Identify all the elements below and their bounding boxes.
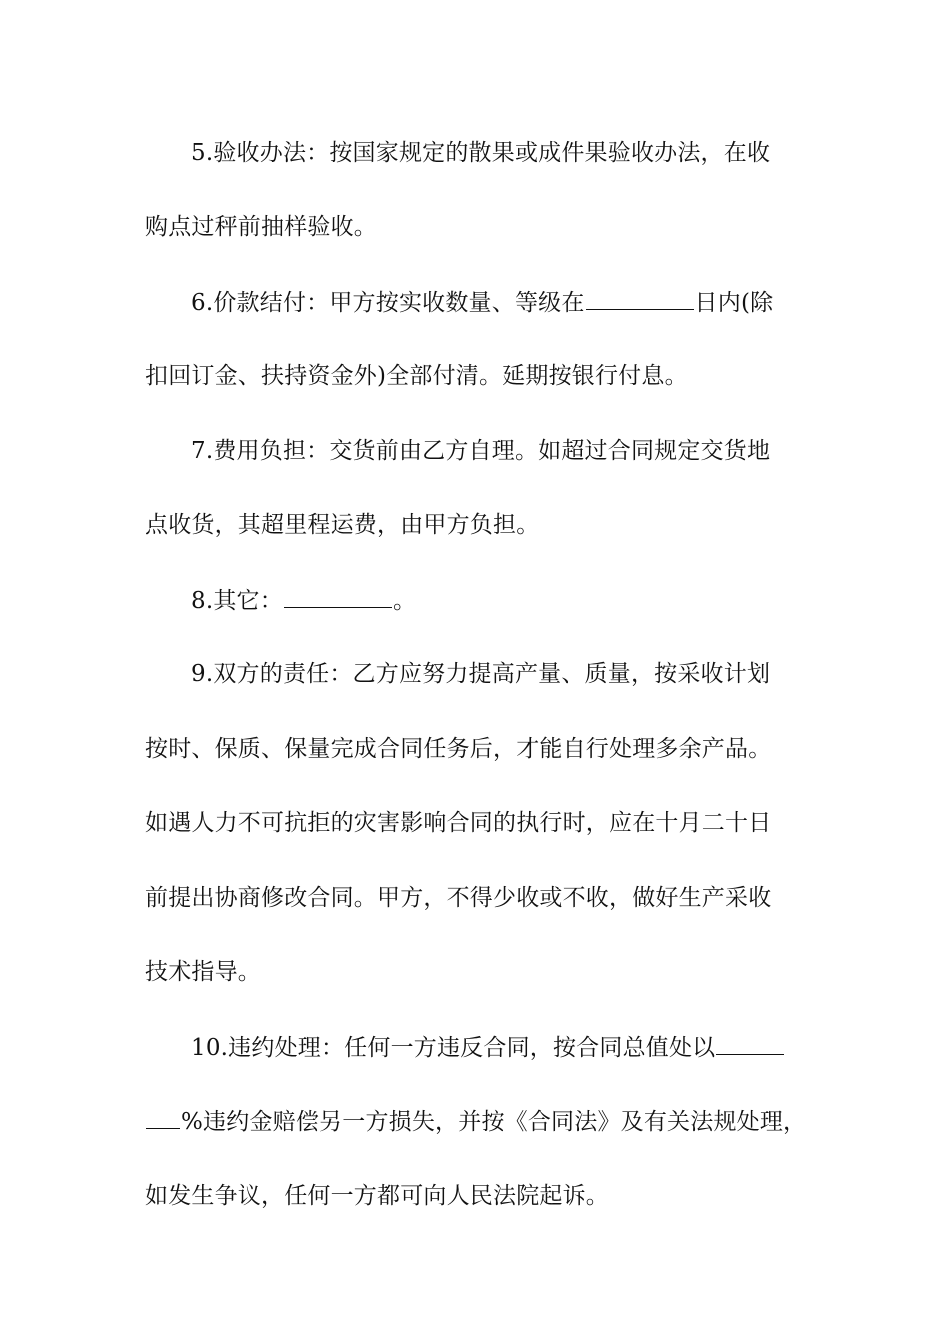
clause-7-line-1 [191, 436, 861, 466]
text-span: 10.违约处理：任何一方违反合同，按合同总值处以 [191, 1035, 716, 1061]
text-span: %违约金赔偿另一方损失，并按《合同法》及有关法规处理， [181, 1109, 807, 1135]
text-span: 技术指导。 [145, 959, 261, 985]
clause-9-line-3 [145, 808, 815, 838]
clause-9-line-5 [145, 957, 815, 987]
text-span: 按时、保质、保量完成合同任务后，才能自行处理多余产品。 [145, 736, 772, 762]
text-span: 5.验收办法：按国家规定的散果或成件果验收办法，在收 [191, 140, 771, 166]
text-span: 前提出协商修改合同。甲方，不得少收或不收，做好生产采收 [145, 885, 772, 911]
clause-9-line-1 [191, 659, 861, 689]
blank-field-other[interactable] [284, 585, 392, 608]
text-span: 扣回订金、扶持资金外)全部付清。延期按银行付息。 [145, 363, 688, 389]
clause-10-line-2 [145, 1106, 815, 1137]
text-span: 日内(除 [694, 290, 774, 316]
clause-6-line-2 [145, 361, 815, 391]
blank-field-penalty-part-1[interactable] [716, 1032, 784, 1055]
clause-10-line-1 [191, 1032, 861, 1063]
text-span: 购点过秤前抽样验收。 [145, 214, 377, 240]
blank-field-days[interactable] [586, 287, 694, 310]
text-span: 9.双方的责任：乙方应努力提高产量、质量，按采收计划 [191, 661, 771, 687]
text-span: 8.其它： [191, 588, 283, 614]
clause-9-line-4 [145, 883, 815, 913]
clause-7-line-2 [145, 510, 815, 540]
text-span: 6.价款结付：甲方按实收数量、等级在 [191, 290, 585, 316]
text-span: 如发生争议，任何一方都可向人民法院起诉。 [145, 1183, 609, 1209]
clause-8-line-1 [191, 585, 861, 616]
clause-6-line-1 [191, 287, 861, 318]
clause-9-line-2 [145, 734, 815, 764]
clause-10-line-3 [145, 1181, 815, 1211]
clause-5-line-1 [191, 138, 861, 168]
text-span: 点收货，其超里程运费，由甲方负担。 [145, 512, 540, 538]
blank-field-penalty-part-2[interactable] [146, 1106, 180, 1129]
clause-5-line-2 [145, 212, 815, 242]
text-span: 7.费用负担：交货前由乙方自理。如超过合同规定交货地 [191, 438, 771, 464]
text-span: 。 [392, 588, 417, 614]
text-span: 如遇人力不可抗拒的灾害影响合同的执行时，应在十月二十日 [145, 810, 772, 836]
